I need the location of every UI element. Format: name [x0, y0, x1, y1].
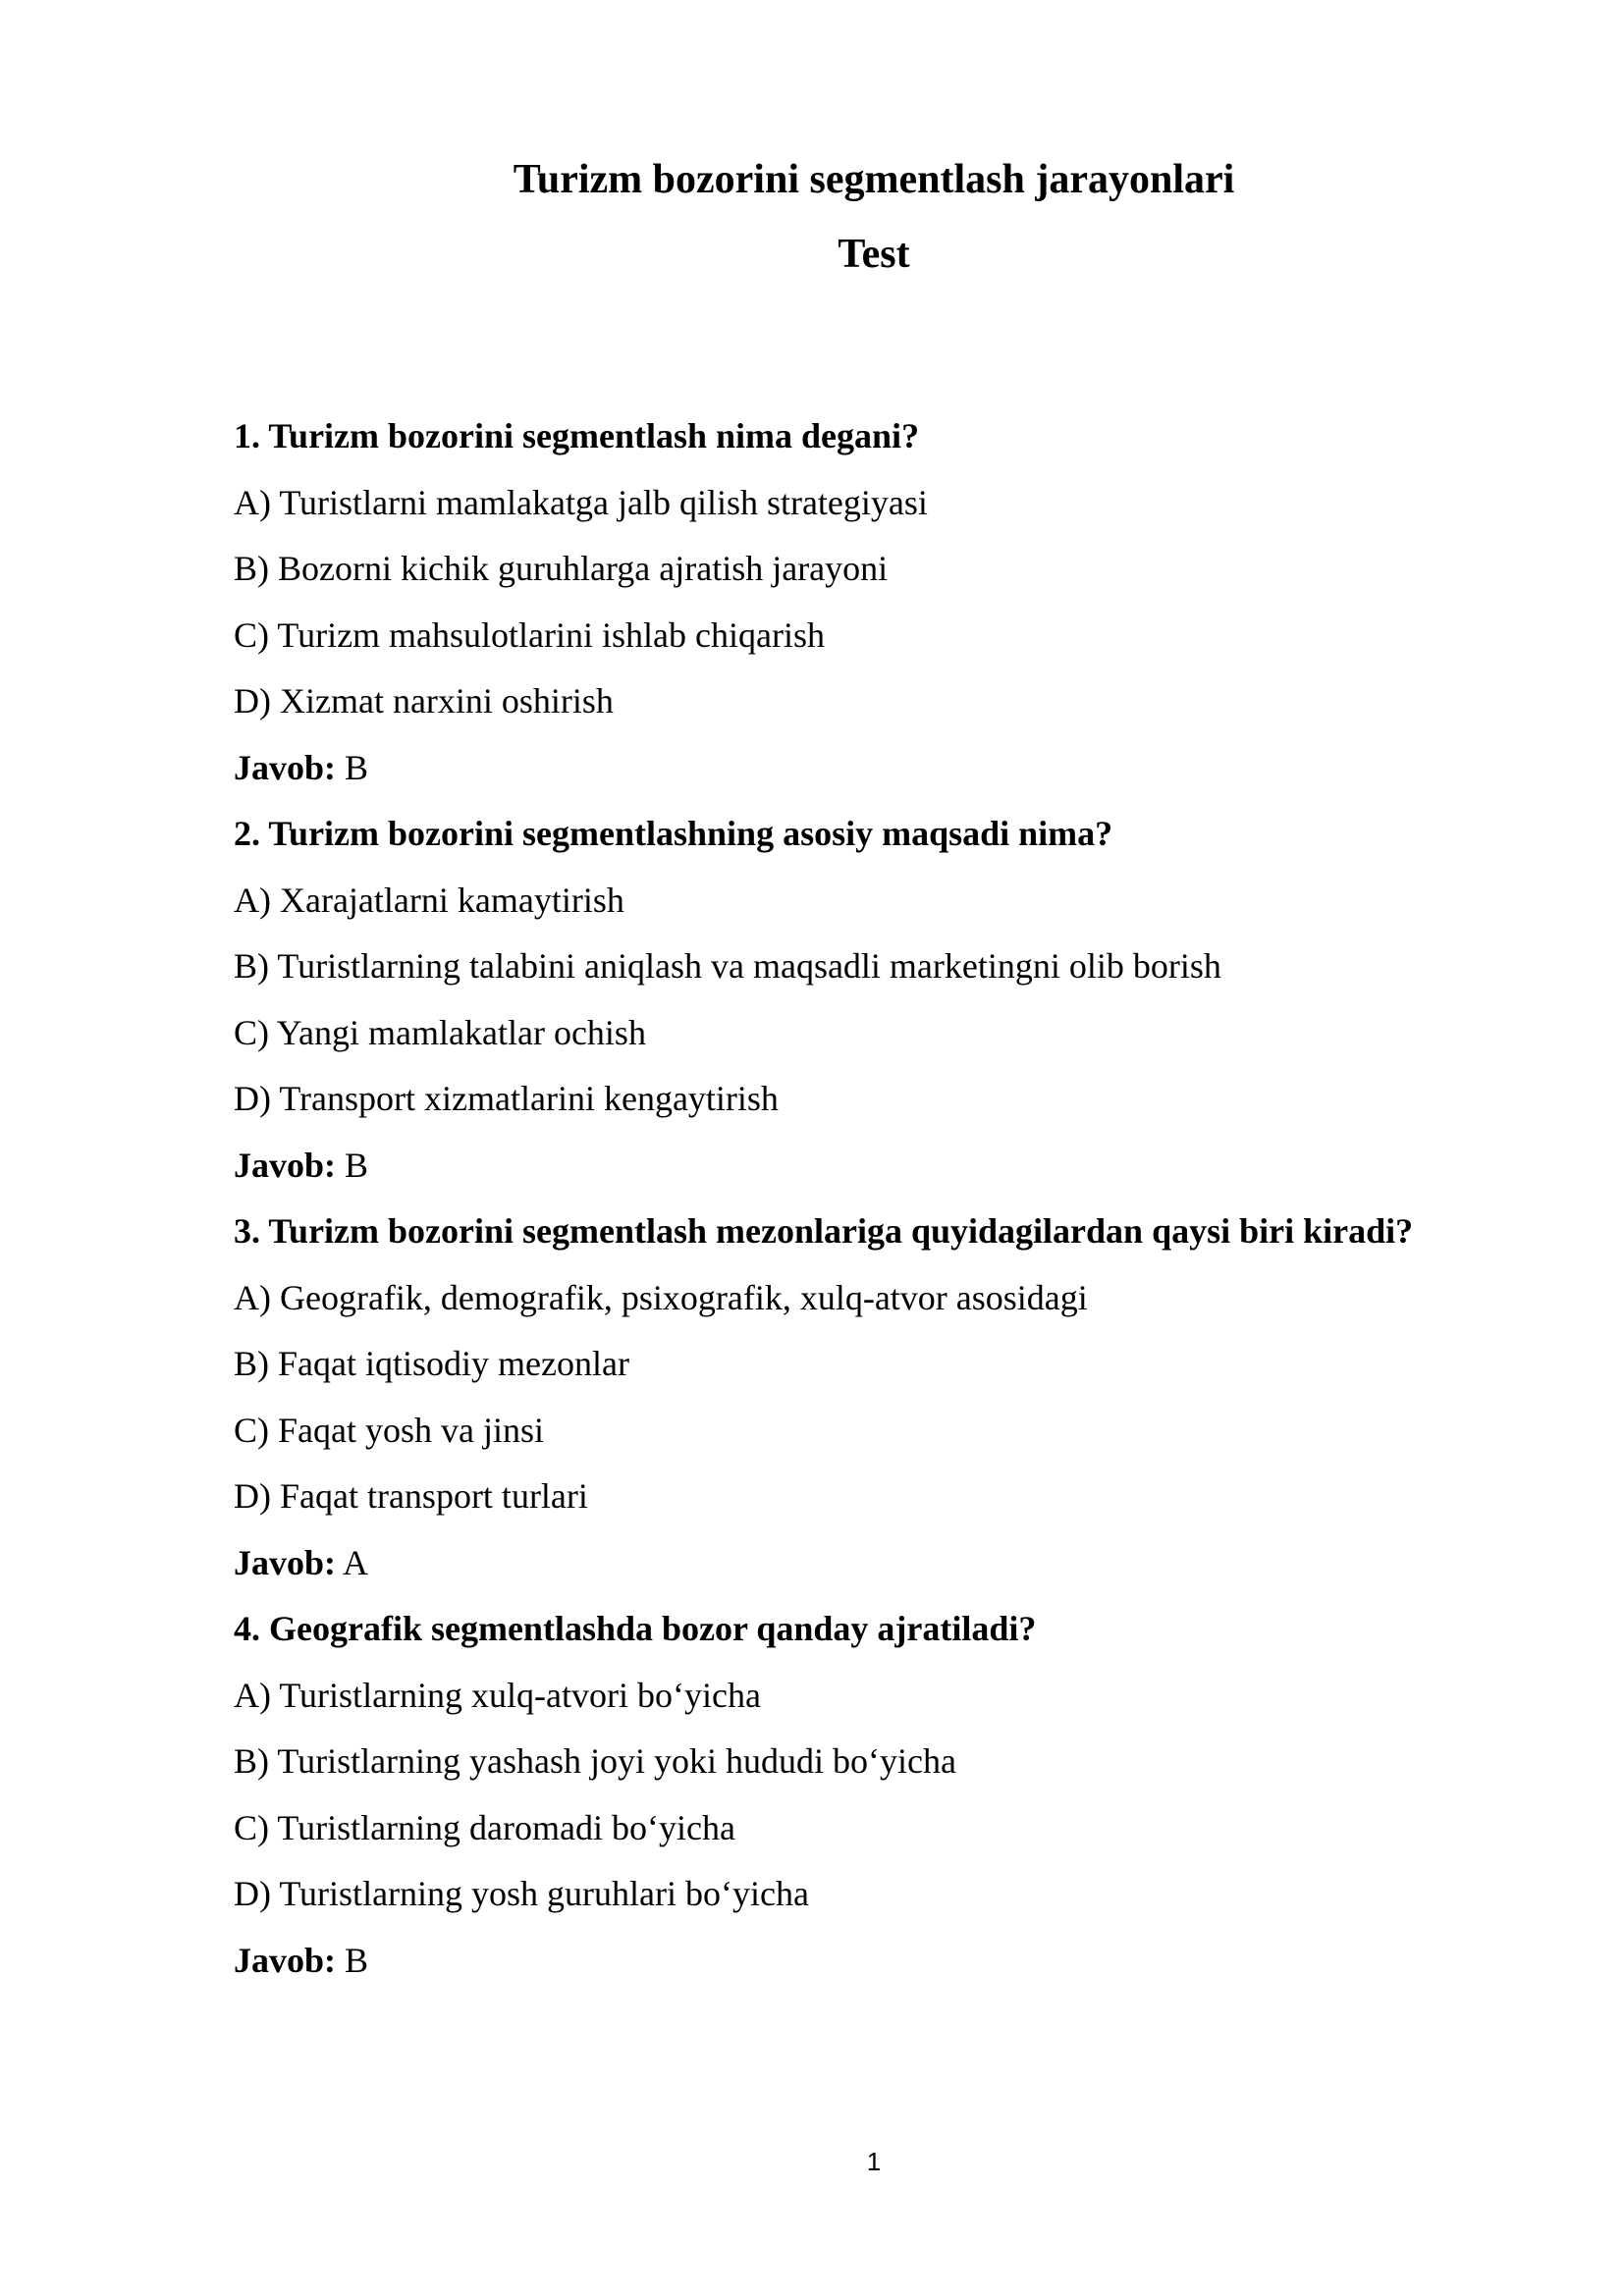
correct-answer — [234, 1928, 1441, 1995]
question-text: 4. Geografik segmentlashda bozor qanday ajratiladi? — [234, 1609, 1037, 1648]
answer-option: A) Turistlarning xulq-atvori bo‘yicha — [234, 1675, 761, 1715]
document-title: Turizm bozorini segmentlash jarayonlari — [513, 157, 1235, 202]
answer-value: A — [336, 1542, 369, 1582]
answer-option: A) Geografik, demografik, psixografik, xulq-atvor asosidagi — [234, 1277, 1088, 1317]
answer-option: B) Turistlarning yashash joyi yoki hududi bo‘yicha — [234, 1741, 956, 1781]
answer-option: D) Xizmat narxini oshirish — [234, 681, 614, 721]
question-block-3 — [234, 1199, 1441, 1596]
question-text: 2. Turizm bozorini segmentlashning asosiy maqsadi nima? — [234, 814, 1113, 853]
answer-option: A) Turistlarni mamlakatga jalb qilish strategiyasi — [234, 482, 928, 522]
page-number: 1 — [866, 2147, 882, 2176]
answer-option: A) Xarajatlarni kamaytirish — [234, 880, 624, 920]
question-text: 3. Turizm bozorini segmentlash mezonlariga quyidagilardan qaysi biri kiradi? — [234, 1211, 1414, 1251]
question-text: 1. Turizm bozorini segmentlash nima degani? — [234, 416, 920, 455]
answer-option: C) Turizm mahsulotlarini ishlab chiqarish — [234, 614, 825, 655]
correct-answer — [234, 735, 1441, 802]
document-subtitle: Test — [838, 232, 910, 277]
answer-option: C) Yangi mamlakatlar ochish — [234, 1012, 646, 1052]
answer-option: D) Transport xizmatlarini kengaytirish — [234, 1079, 779, 1118]
correct-answer — [234, 1133, 1441, 1200]
answer-value: B — [336, 1940, 369, 1980]
answer-option: B) Bozorni kichik guruhlarga ajratish jarayoni — [234, 549, 889, 588]
answer-value: B — [336, 1145, 369, 1185]
answer-label: Javob: — [234, 1940, 337, 1980]
answer-label: Javob: — [234, 1542, 337, 1582]
answer-value: B — [336, 747, 369, 787]
answer-label: Javob: — [234, 1145, 337, 1185]
answer-option: B) Turistlarning talabini aniqlash va maqsadli marketingni olib borish — [234, 946, 1221, 986]
question-block-1 — [234, 403, 1441, 801]
question-block-2 — [234, 801, 1441, 1199]
answer-label: Javob: — [234, 747, 337, 787]
question-block-4 — [234, 1596, 1441, 1994]
answer-option: C) Turistlarning daromadi bo‘yicha — [234, 1807, 735, 1847]
test-questions — [234, 403, 1441, 1994]
answer-option: B) Faqat iqtisodiy mezonlar — [234, 1344, 629, 1383]
answer-option: D) Turistlarning yosh guruhlari bo‘yicha — [234, 1874, 809, 1913]
answer-option: C) Faqat yosh va jinsi — [234, 1410, 544, 1450]
answer-option: D) Faqat transport turlari — [234, 1476, 588, 1516]
correct-answer — [234, 1530, 1441, 1597]
